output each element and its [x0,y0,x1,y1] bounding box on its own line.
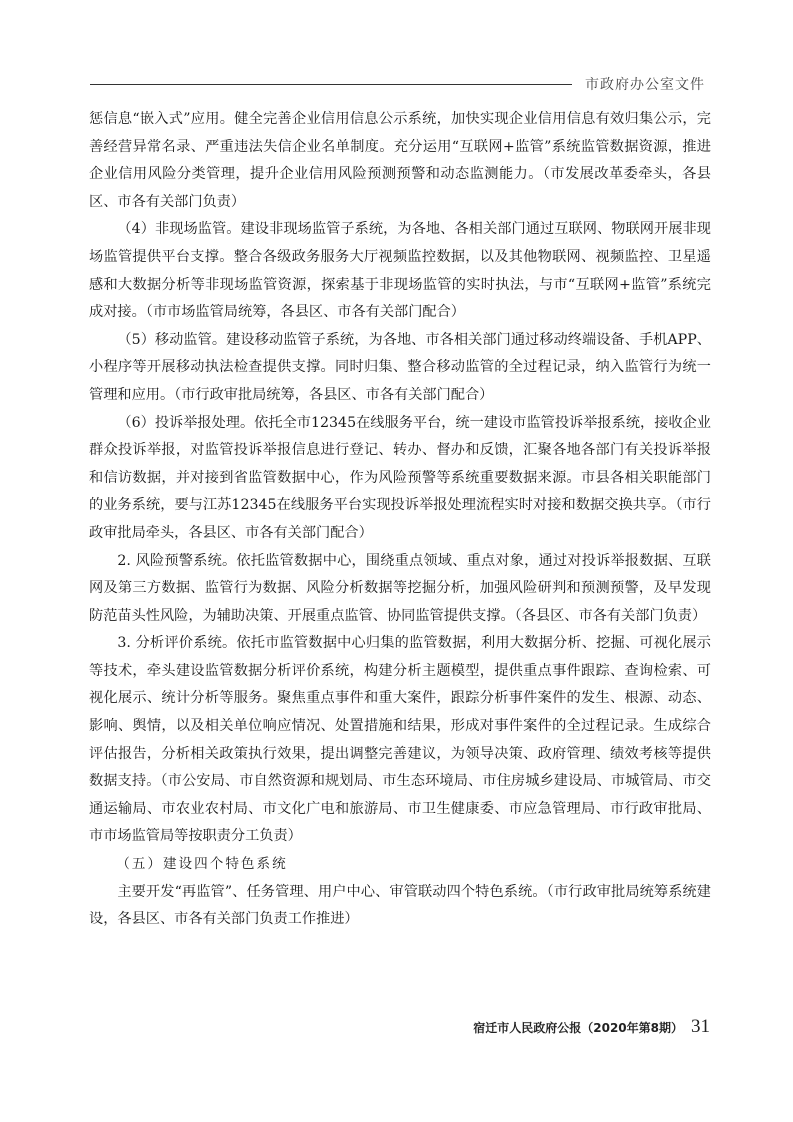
paragraph-complaint-handling: （6）投诉举报处理。依托全市12345在线服务平台，统一建设市监管投诉举报系统，接收企业群众投诉举报，对监管投诉举报信息进行登记、转办、督办和反馈，汇聚各地各部门有关投诉举报和信访数据，并对接到省监管数据中心，作为风险预警等系统重要数据来源。市县各相关职能部门的业务系统，要与江苏12345在线服务平台实现投诉举报处理流程实时对接和数据交换共享。（市行政审批局牵头，各县区、市各有关部门配合） [89,414,711,541]
document-body [89,106,711,934]
page-number: 31 [691,1016,710,1037]
paragraph-offsite-supervision: （4）非现场监管。建设非现场监管子系统，为各地、各相关部门通过互联网、物联网开展非现场监管提供平台支撑。整合各级政务服务大厅视频监控数据，以及其他物联网、视频监控、卫星遥感和大数据分析等非现场监管资源，探索基于非现场监管的实时执法，与市“互联网+监管”系统完成对接。（市市场监管局统筹，各县区、市各有关部门配合） [89,221,711,321]
paragraph-analysis-evaluation: 3. 分析评价系统。依托市监管数据中心归集的监管数据，利用大数据分析、挖掘、可视化展示等技术，牵头建设监管数据分析评价系统，构建分析主题模型，提供重点事件跟踪、查询检索、可视化展示、统计分析等服务。聚焦重点事件和重大案件，跟踪分析事件案件的发生、根源、动态、影响、舆情，以及相关单位响应情况、处置措施和结果，形成对事件案件的全过程记录。生成综合评估报告，分析相关政策执行效果，提出调整完善建议，为领导决策、政府管理、绩效考核等提供数据支持。（市公安局、市自然资源和规划局、市生态环境局、市住房城乡建设局、市城管局、市交通运输局、市农业农村局、市文化广电和旅游局、市卫生健康委、市应急管理局、市行政审批局、市市场监管局等按职责分工负责） [89,635,711,845]
page-footer [473,1016,710,1038]
paragraph-mobile-supervision: （5）移动监管。建设移动监管子系统，为各地、市各相关部门通过移动终端设备、手机APP、小程序等开展移动执法检查提供支撑。同时归集、整合移动监管的全过程记录，纳入监管行为统一管理和应用。（市行政审批局统筹，各县区、市各有关部门配合） [89,331,711,403]
header-title: 市政府办公室文件 [585,77,705,93]
paragraph-continued: 惩信息“嵌入式”应用。健全完善企业信用信息公示系统，加快实现企业信用信息有效归集公示，完善经营异常名录、严重违法失信企业名单制度。充分运用“互联网+监管”系统监管数据资源，推进企业信用风险分类管理，提升企业信用风险预测预警和动态监测能力。（市发展改革委牵头，各县区、市各有关部门负责） [89,111,711,210]
paragraph-feature-systems: 主要开发“再监管”、任务管理、用户中心、审管联动四个特色系统。（市行政审批局统筹系统建设，各县区、市各有关部门负责工作推进） [89,883,711,928]
section-subheading: （五）建设四个特色系统 [116,856,288,873]
publication-name: 宿迁市人民政府公报（2020年第8期） [473,1021,683,1035]
header-rule [90,84,572,85]
paragraph-risk-warning: 2. 风险预警系统。依托监管数据中心，围绕重点领域、重点对象，通过对投诉举报数据、互联网及第三方数据、监管行为数据、风险分析数据等挖掘分析，加强风险研判和预测预警，及早发现防范苗头性风险，为辅助决策、开展重点监管、协同监管提供支撑。（各县区、市各有关部门负责） [89,552,711,624]
